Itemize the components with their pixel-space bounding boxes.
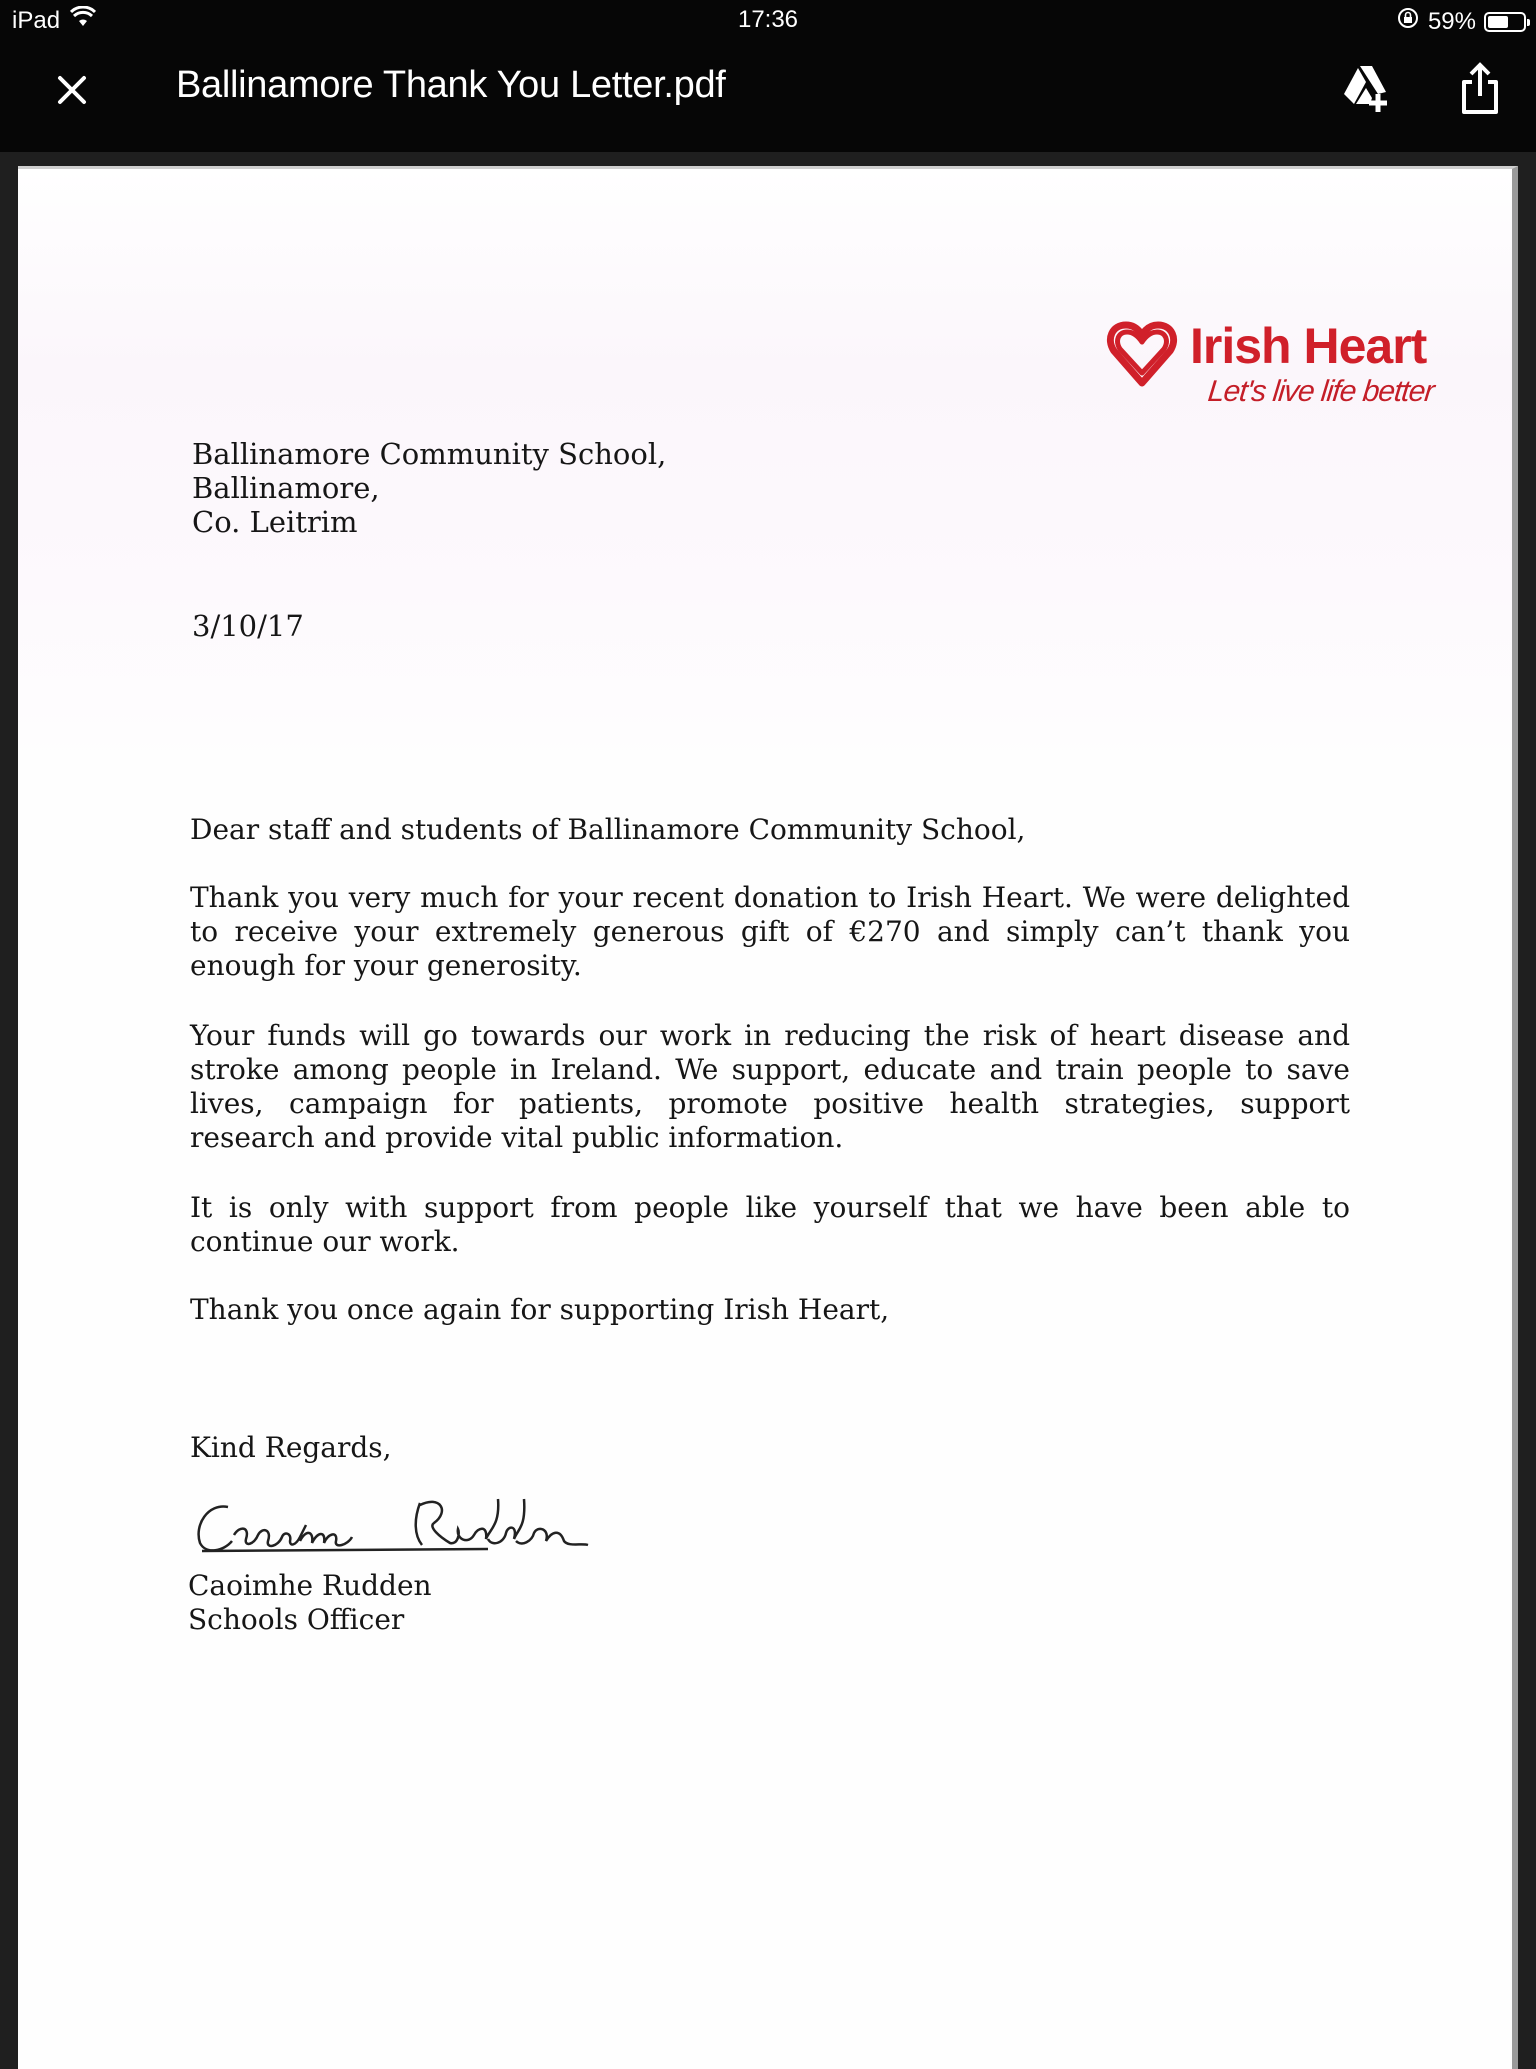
- heart-icon: [1106, 317, 1178, 389]
- pdf-page: [18, 166, 1518, 2069]
- paragraph: It is only with support from people like yourself that we have been able to continue our work.: [190, 1191, 1350, 1258]
- close-button[interactable]: [52, 70, 92, 110]
- nav-bar: [0, 42, 1536, 152]
- battery-icon: [1484, 12, 1526, 32]
- signer-name: Caoimhe Rudden: [188, 1569, 432, 1602]
- rotation-lock-icon: [1396, 6, 1420, 37]
- recipient-address: [192, 437, 666, 539]
- address-line: Ballinamore Community School,: [192, 437, 667, 471]
- device-label: iPad: [12, 6, 61, 34]
- address-line: Ballinamore,: [192, 471, 380, 505]
- signature: [188, 1485, 648, 1565]
- paragraph: Thank you once again for supporting Irish Heart,: [190, 1293, 890, 1326]
- signer-block: [188, 1569, 432, 1637]
- share-icon: [1458, 62, 1502, 116]
- paragraph: Thank you very much for your recent donation to Irish Heart. We were delighted to receive your extremely generous gift of €270 and simply can’t thank you enough for your generosity.: [190, 881, 1350, 982]
- signer-title: Schools Officer: [188, 1603, 405, 1636]
- clock: 17:36: [737, 6, 799, 33]
- add-to-drive-button[interactable]: [1340, 64, 1392, 114]
- drive-add-icon: [1340, 64, 1392, 114]
- address-line: Co. Leitrim: [192, 505, 358, 539]
- logo-tagline: Let's live life better: [1206, 375, 1436, 408]
- irish-heart-logo: [1090, 309, 1450, 419]
- status-bar: [0, 0, 1536, 42]
- document-title: Ballinamore Thank You Letter.pdf: [176, 64, 726, 106]
- close-icon: [52, 70, 92, 110]
- salutation: Dear staff and students of Ballinamore Community School,: [190, 813, 1026, 846]
- logo-brand: Irish Heart: [1190, 318, 1427, 374]
- pdf-viewer[interactable]: [0, 152, 1536, 2048]
- share-button[interactable]: [1458, 62, 1502, 116]
- letter-date: 3/10/17: [192, 609, 304, 643]
- paragraph: Your funds will go towards our work in reducing the risk of heart disease and stroke among people in Ireland. We support, educate and train people to save lives, campaign for patients, promote positive health strategies, support research and provide vital public information.: [190, 1019, 1350, 1154]
- battery-percent: 59%: [1427, 7, 1476, 35]
- closing: Kind Regards,: [190, 1431, 392, 1464]
